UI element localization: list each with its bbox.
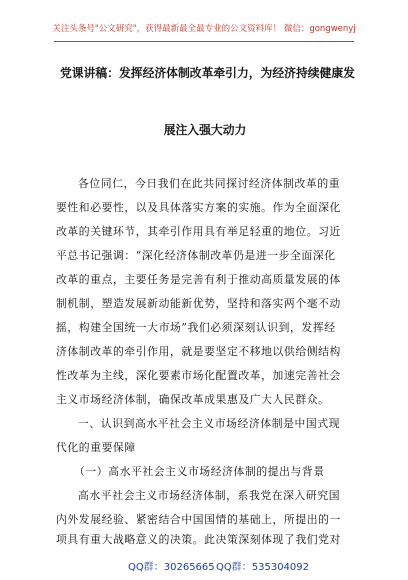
document-title-line-2: 展注入强大动力 [163,123,247,137]
body-line: 改革的关键环节，其牵引作用具有举足轻重的地位。习近 [56,225,341,238]
body-line: 制机制，塑造发展新动能新优势，坚持和落实两个毫不动 [56,297,341,310]
body-line: 平总书记强调：“深化经济体制改革仍是进一步全面深化 [56,249,336,262]
body-line: 各位同仁，今日我们在此共同探讨经济体制改革的重 [78,177,341,190]
body-line: 内外发展经验、紧密结合中国国情的基础上，所提出的一 [56,513,341,526]
body-line: 性改革为主线，深化要素市场化配置改革，加速完善社会 [56,369,341,382]
body-line: 济体制改革的牵引作用，就是要坚定不移地以供给侧结构 [56,345,341,358]
body-line: 改革的重点，主要任务是完善有利于推动高质量发展的体 [56,273,341,286]
document-title-line-1: 党课讲稿：发挥经济体制改革牵引力，为经济持续健康发 [60,66,355,80]
body-line: 项具有重大战略意义的决策。此决策深刻体现了我们党对 [56,533,341,546]
body-line: 高水平社会主义市场经济体制，系我党在深入研究国 [78,489,341,502]
body-line: 摇，构建全国统一大市场”我们必须深刻认识到，发挥经 [56,321,336,334]
header-divider [54,41,354,42]
footer-qq-group-1: QQ群：30265665 [128,562,215,573]
footer-qq-group-2: QQ群：535304092 [216,562,310,573]
section-heading-1-line-2: 代化的重要保障 [56,441,136,454]
body-line: 要性和必要性，以及具体落实方案的实施。作为全面深化 [56,201,341,214]
body-line: 主义市场经济体制，确保改革成果惠及广大人民群众。 [56,393,330,406]
subsection-heading: （一）高水平社会主义市场经济体制的提出与背景 [74,465,325,478]
header-note: 关注头条号"公文研究"，获得最新最全最专业的公文资料库！ 微信：gongwenyj [52,24,356,34]
section-heading-1-line-1: 一、认识到高水平社会主义市场经济体制是中国式现 [78,417,341,430]
